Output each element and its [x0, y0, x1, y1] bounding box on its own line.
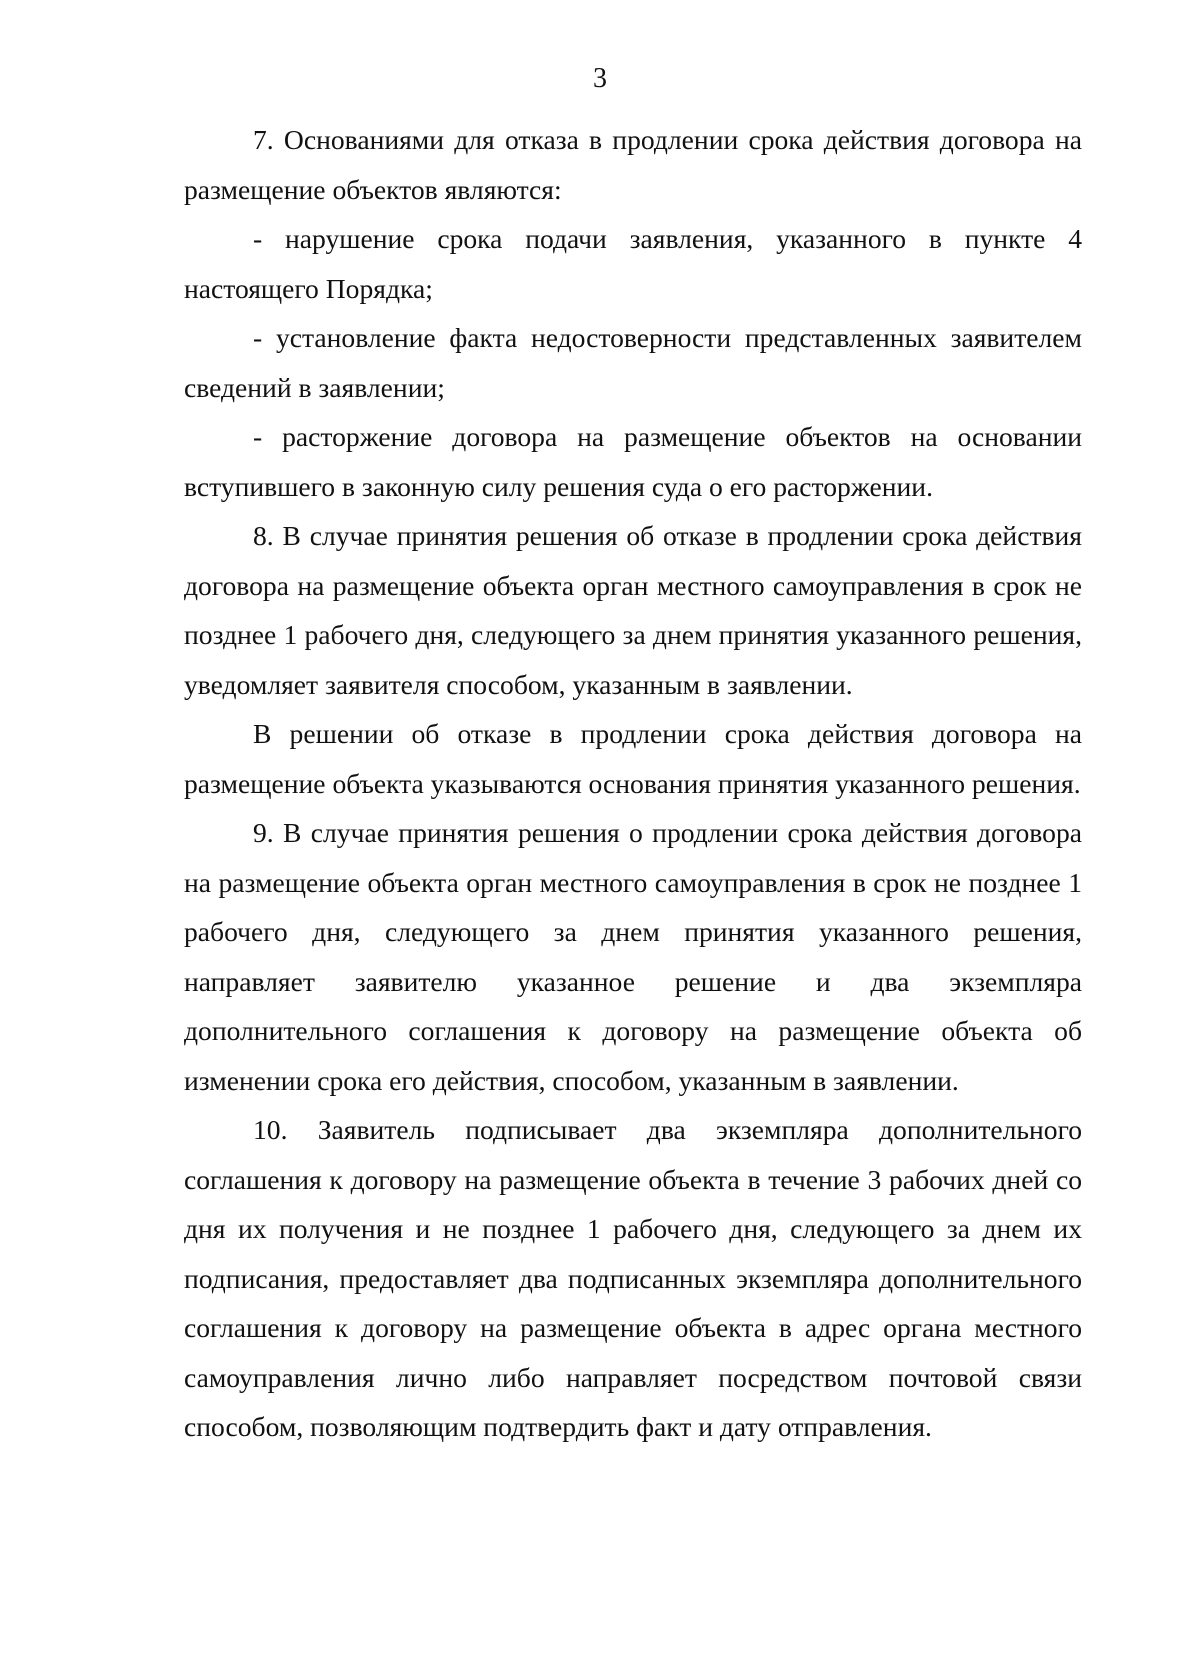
paragraph-8-refusal-grounds: В решении об отказе в продлении срока действия договора на размещение объекта указываются основания принятия указанного решения.: [184, 718, 1082, 799]
paragraph-7-grounds-for-refusal: 7. Основаниями для отказа в продлении срока действия договора на размещение объектов являются:: [184, 124, 1082, 205]
paragraph-7-item-false-information: - установление факта недостоверности представленных заявителем сведений в заявлении;: [184, 322, 1082, 403]
paragraph-10-applicant-signing: 10. Заявитель подписывает два экземпляра дополнительного соглашения к договору на размещение объекта в течение 3 рабочих дней со дня их получения и не позднее 1 рабочего дня, следующего за днем их подписания, предоставляет два подписанных экземпляра дополнительного соглашения к договору на размещение объекта в адрес органа местного самоуправления лично либо направляет посредством почтовой связи способом, позволяющим подтвердить факт и дату отправления.: [184, 1114, 1082, 1442]
paragraph-9-extension-decision: 9. В случае принятия решения о продлении срока действия договора на размещение объекта орган местного самоуправления в срок не позднее 1 рабочего дня, следующего за днем принятия указанного решения, направляет заявителю указанное решение и два экземпляра дополнительного соглашения к договору на размещение объекта об изменении срока его действия, способом, указанным в заявлении.: [184, 817, 1082, 1096]
document-body: [184, 115, 1082, 1452]
paragraph-7-item-contract-termination: - расторжение договора на размещение объектов на основании вступившего в законную силу решения суда о его расторжении.: [184, 421, 1082, 502]
paragraph-7-item-deadline-violation: - нарушение срока подачи заявления, указанного в пункте 4 настоящего Порядка;: [184, 223, 1082, 304]
page-number: 3: [593, 63, 607, 94]
paragraph-8-refusal-notification: 8. В случае принятия решения об отказе в продлении срока действия договора на размещение объекта орган местного самоуправления в срок не позднее 1 рабочего дня, следующего за днем принятия указанного решения, уведомляет заявителя способом, указанным в заявлении.: [184, 520, 1082, 700]
